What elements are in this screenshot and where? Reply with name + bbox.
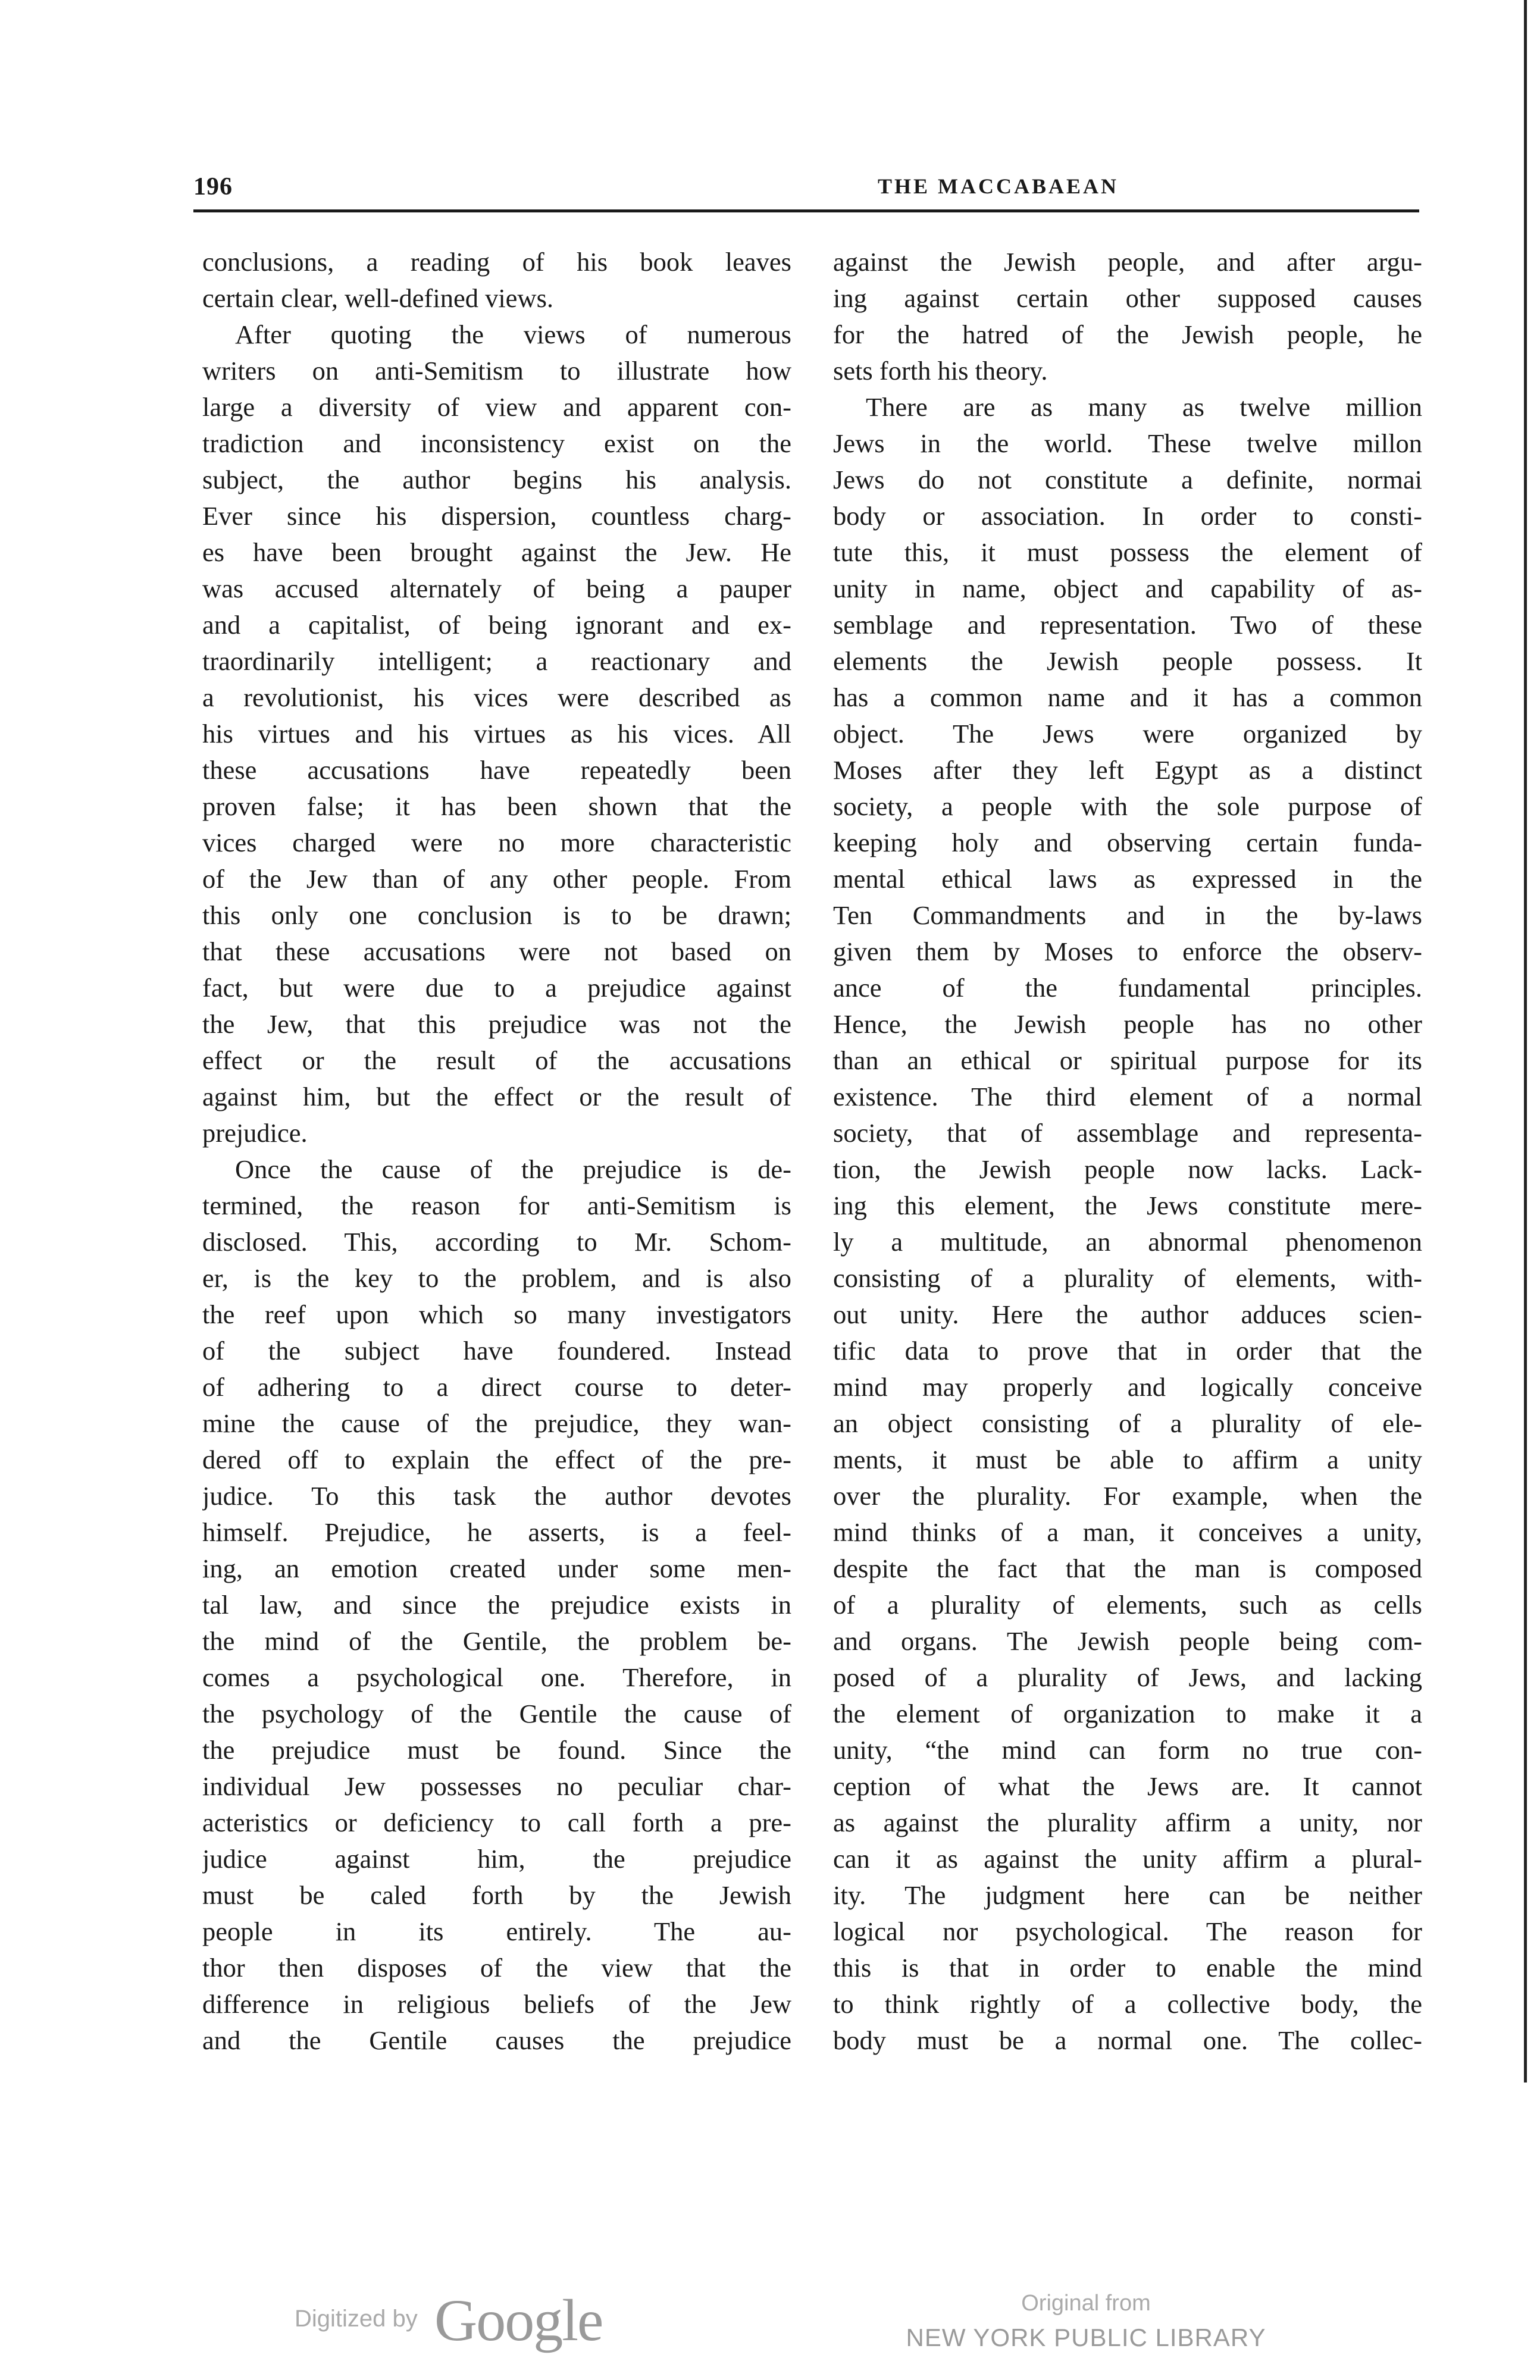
text-line: ance of the fundamental principles. (833, 973, 1422, 1003)
text-line: ing this element, the Jews constitute mere- (833, 1191, 1422, 1220)
text-line: tradiction and inconsistency exist on the (202, 428, 791, 458)
text-line: society, that of assemblage and representa- (833, 1118, 1422, 1148)
page-edge-shadow (1524, 0, 1527, 2082)
text-line: logical nor psychological. The reason for (833, 1916, 1422, 1946)
text-line: for the hatred of the Jewish people, he (833, 320, 1422, 349)
text-line: his virtues and his virtues as his vices. All (202, 719, 791, 749)
text-line: sets forth his theory. (833, 356, 1048, 386)
text-line: tion, the Jewish people now lacks. Lack- (833, 1154, 1422, 1184)
text-line: ity. The judgment here can be neither (833, 1880, 1422, 1910)
text-line: unity in name, object and capability of as- (833, 574, 1422, 603)
text-line: must be caled forth by the Jewish (202, 1880, 791, 1910)
text-line: acteristics or deficiency to call forth a pre- (202, 1808, 791, 1837)
text-line: this is that in order to enable the mind (833, 1953, 1422, 1983)
text-line: the psychology of the Gentile the cause of (202, 1699, 791, 1728)
footer (0, 2273, 1540, 2362)
text-line: traordinarily intelligent; a reactionary and (202, 646, 791, 676)
text-line: the element of organization to make it a (833, 1699, 1422, 1728)
text-line: Hence, the Jewish people has no other (833, 1009, 1422, 1039)
text-line: comes a psychological one. Therefore, in (202, 1662, 791, 1692)
text-line: After quoting the views of numerous (235, 320, 791, 349)
text-line: posed of a plurality of Jews, and lacking (833, 1662, 1422, 1692)
text-line: fact, but were due to a prejudice against (202, 973, 791, 1003)
text-line: society, a people with the sole purpose of (833, 791, 1422, 821)
text-line: large a diversity of view and apparent con- (202, 392, 791, 422)
text-line: Ten Commandments and in the by-laws (833, 900, 1422, 930)
text-line: Moses after they left Egypt as a distinct (833, 755, 1422, 785)
text-line: the reef upon which so many investigators (202, 1299, 791, 1329)
text-line: Ever since his dispersion, countless charg- (202, 501, 791, 531)
google-logo: Google (434, 2287, 603, 2353)
text-line: body must be a normal one. The collec- (833, 2025, 1422, 2055)
running-title: THE MACCABAEAN (878, 174, 1119, 198)
text-line: judice against him, the prejudice (202, 1844, 791, 1874)
running-head (193, 173, 1419, 214)
text-line: out unity. Here the author adduces scien- (833, 1299, 1422, 1329)
text-line: of adhering to a direct course to deter- (202, 1372, 791, 1402)
text-line: ception of what the Jews are. It cannot (833, 1771, 1422, 1801)
text-line: the Jew, that this prejudice was not the (202, 1009, 791, 1039)
text-line: as against the plurality affirm a unity, nor (833, 1808, 1422, 1837)
header-rule (193, 209, 1419, 212)
text-line: elements the Jewish people possess. It (833, 646, 1422, 676)
text-line: has a common name and it has a common (833, 682, 1422, 712)
text-line: and organs. The Jewish people being com- (833, 1626, 1422, 1656)
text-line: people in its entirely. The au- (202, 1916, 791, 1946)
text-line: vices charged were no more characteristic (202, 828, 791, 857)
text-line: tute this, it must possess the element of (833, 537, 1422, 567)
text-line: individual Jew possesses no peculiar char- (202, 1771, 791, 1801)
text-line: to think rightly of a collective body, the (833, 1989, 1422, 2019)
text-line: of the Jew than of any other people. From (202, 864, 791, 894)
text-line: dered off to explain the effect of the pre- (202, 1445, 791, 1474)
text-line: subject, the author begins his analysis. (202, 465, 791, 494)
text-line: mind may properly and logically conceive (833, 1372, 1422, 1402)
text-line: tal law, and since the prejudice exists in (202, 1590, 791, 1620)
text-line: existence. The third element of a normal (833, 1082, 1422, 1111)
text-line: conclusions, a reading of his book leaves (202, 247, 791, 277)
text-line: the prejudice must be found. Since the (202, 1735, 791, 1765)
text-line: of a plurality of elements, such as cells (833, 1590, 1422, 1620)
text-line: mine the cause of the prejudice, they wan- (202, 1408, 791, 1438)
text-line: a revolutionist, his vices were described as (202, 682, 791, 712)
text-line: despite the fact that the man is composed (833, 1554, 1422, 1583)
text-line: semblage and representation. Two of these (833, 610, 1422, 640)
original-from-label: Original from (1021, 2291, 1151, 2316)
text-line: body or association. In order to consti- (833, 501, 1422, 531)
library-name: NEW YORK PUBLIC LIBRARY (906, 2323, 1266, 2351)
text-line: against him, but the effect or the result of (202, 1082, 791, 1111)
text-line: himself. Prejudice, he asserts, is a feel- (202, 1517, 791, 1547)
text-line: judice. To this task the author devotes (202, 1481, 791, 1511)
text-line: can it as against the unity affirm a plural- (833, 1844, 1422, 1874)
text-line: these accusations have repeatedly been (202, 755, 791, 785)
text-line: an object consisting of a plurality of ele- (833, 1408, 1422, 1438)
text-line: ing, an emotion created under some men- (202, 1554, 791, 1583)
text-line: thor then disposes of the view that the (202, 1953, 791, 1983)
left-column (202, 244, 791, 2059)
text-line: and a capitalist, of being ignorant and ex- (202, 610, 791, 640)
text-line: ly a multitude, an abnormal phenomenon (833, 1227, 1422, 1257)
text-line: ing against certain other supposed causes (833, 283, 1422, 313)
digitized-by-label: Digitized by (295, 2306, 418, 2332)
text-line: es have been brought against the Jew. He (202, 537, 791, 567)
text-line: termined, the reason for anti-Semitism is (202, 1191, 791, 1220)
text-line: tific data to prove that in order that the (833, 1336, 1422, 1366)
text-line: over the plurality. For example, when the (833, 1481, 1422, 1511)
text-line: the mind of the Gentile, the problem be- (202, 1626, 791, 1656)
text-line: writers on anti-Semitism to illustrate how (202, 356, 791, 386)
text-line: and the Gentile causes the prejudice (202, 2025, 791, 2055)
text-line: There are as many as twelve million (866, 392, 1422, 422)
text-line: effect or the result of the accusations (202, 1045, 791, 1075)
text-line: Jews in the world. These twelve millon (833, 428, 1422, 458)
text-line: object. The Jews were organized by (833, 719, 1422, 749)
text-line: Once the cause of the prejudice is de- (235, 1154, 791, 1184)
text-line: was accused alternately of being a pauper (202, 574, 791, 603)
text-line: Jews do not constitute a definite, normai (833, 465, 1422, 494)
text-line: certain clear, well-defined views. (202, 283, 554, 313)
text-line: this only one conclusion is to be drawn; (202, 900, 791, 930)
text-line: keeping holy and observing certain funda- (833, 828, 1422, 857)
right-column (833, 244, 1422, 2059)
text-line: proven false; it has been shown that the (202, 791, 791, 821)
text-line: against the Jewish people, and after argu- (833, 247, 1422, 277)
text-line: er, is the key to the problem, and is also (202, 1263, 791, 1293)
text-line: unity, “the mind can form no true con- (833, 1735, 1422, 1765)
text-line: that these accusations were not based on (202, 937, 791, 966)
text-line: mental ethical laws as expressed in the (833, 864, 1422, 894)
text-line: ments, it must be able to affirm a unity (833, 1445, 1422, 1474)
page-number: 196 (193, 173, 233, 201)
text-line: consisting of a plurality of elements, with- (833, 1263, 1422, 1293)
text-line: disclosed. This, according to Mr. Schom- (202, 1227, 791, 1257)
text-line: difference in religious beliefs of the Jew (202, 1989, 791, 2019)
text-line: of the subject have foundered. Instead (202, 1336, 791, 1366)
text-line: mind thinks of a man, it conceives a unity, (833, 1517, 1422, 1547)
text-line: than an ethical or spiritual purpose for its (833, 1045, 1422, 1075)
text-line: given them by Moses to enforce the observ- (833, 937, 1422, 966)
text-line: prejudice. (202, 1118, 308, 1148)
